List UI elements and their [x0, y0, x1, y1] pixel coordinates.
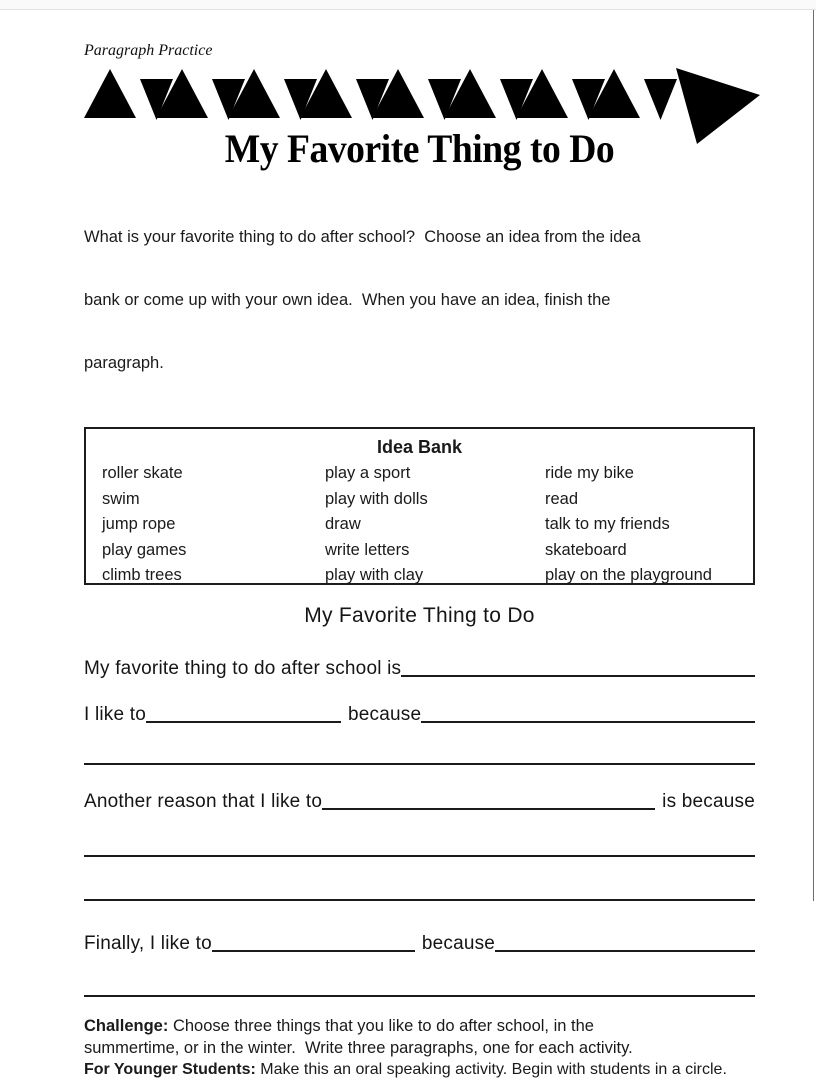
challenge-line: Choose three things that you like to do after school, in the — [168, 1017, 594, 1035]
writing-line — [84, 995, 755, 997]
idea-bank-item: play games — [102, 540, 187, 559]
challenge-line: summertime, or in the winter. Write three paragraphs, one for each activity. — [84, 1038, 633, 1057]
triangle-up-icon — [84, 69, 136, 118]
worksheet-heading: My Favorite Thing to Do — [304, 604, 535, 627]
idea-bank-title: Idea Bank — [376, 437, 463, 457]
header-label: Paragraph Practice — [84, 42, 213, 59]
prompt-text: Finally, I like to — [84, 933, 212, 954]
page-title: My Favorite Thing to Do — [224, 126, 615, 171]
footnote-label: For Younger Students: — [84, 1061, 256, 1078]
idea-bank-item: jump rope — [102, 515, 176, 533]
prompt-text: because — [421, 933, 496, 954]
answer-blank — [212, 950, 415, 952]
idea-bank-item: play with clay — [325, 566, 424, 584]
answer-blank — [495, 950, 755, 952]
idea-bank-item: roller skate — [102, 464, 183, 482]
prompt-line-4 — [84, 927, 755, 957]
answer-blank — [401, 675, 755, 677]
prompt-text: Another reason that I like to — [84, 791, 323, 812]
challenge-label: Challenge: — [84, 1017, 169, 1035]
challenge-text — [84, 1016, 755, 1059]
prompt-text: I like to — [84, 704, 146, 725]
instructions-line: What is your favorite thing to do after school? Choose an idea from the idea — [84, 228, 641, 246]
idea-bank-item: talk to my friends — [545, 515, 670, 533]
idea-bank-item: play a sport — [325, 464, 411, 482]
instructions-line: paragraph. — [84, 354, 164, 372]
idea-bank-item: climb trees — [102, 566, 182, 584]
answer-blank — [322, 808, 655, 810]
footnote-line: Make this an oral speaking activity. Begin with students in a circle. — [255, 1061, 727, 1078]
idea-bank-item: draw — [325, 515, 361, 533]
prompt-line-2 — [84, 698, 755, 728]
idea-bank-item: skateboard — [545, 540, 627, 559]
triangle-down-icon — [644, 79, 677, 120]
prompt-line-3 — [84, 785, 755, 815]
answer-blank — [146, 721, 341, 723]
idea-bank-item: swim — [102, 489, 140, 508]
instructions-line: bank or come up with your own idea. When you have an idea, finish the — [84, 291, 611, 309]
prompt-line-1 — [84, 652, 755, 682]
instructions-text — [84, 185, 755, 416]
idea-bank-grid — [86, 461, 753, 589]
prompt-text: My favorite thing to do after school is — [84, 658, 402, 679]
answer-blank — [421, 721, 755, 723]
writing-line — [84, 763, 755, 765]
idea-bank-item: play on the playground — [545, 566, 712, 584]
writing-line — [84, 899, 755, 901]
idea-bank-item: read — [545, 489, 579, 508]
idea-bank-item: write letters — [325, 540, 410, 559]
footnote-text — [84, 1059, 755, 1080]
idea-bank-item: ride my bike — [545, 464, 634, 482]
idea-bank-box — [84, 427, 755, 585]
writing-line — [84, 855, 755, 857]
prompt-text: is because — [662, 791, 755, 812]
idea-bank-item: play with dolls — [325, 489, 428, 508]
prompt-text: because — [348, 704, 422, 725]
